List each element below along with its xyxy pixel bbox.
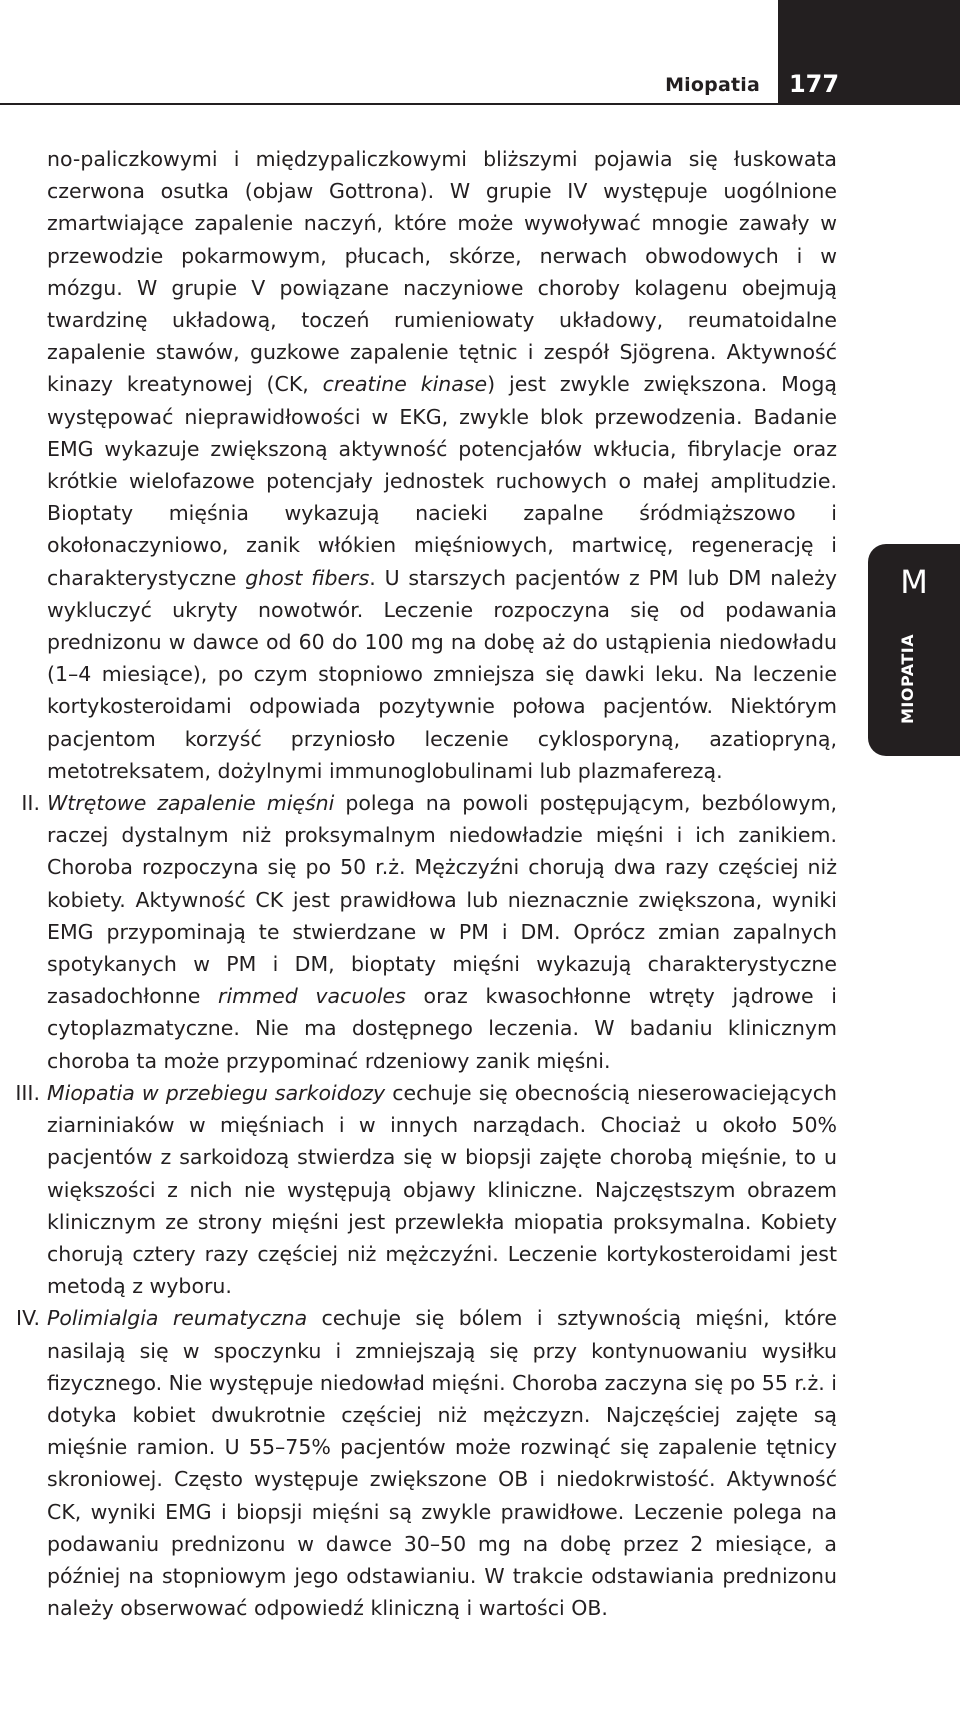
item-term-2: rimmed vacuoles (218, 984, 406, 1009)
intro-italic-2: ghost fibers (245, 565, 370, 590)
item-term: Polimialgia reumatyczna (47, 1306, 308, 1331)
item-text: cechuje się obecnością nieserowaciejących ziarniniaków w mięśniach i w innych narządach. Chociaż u około 50% pacjentów z sarkoidozą stwierdza się w biopsji zajęte chorobą mięśnie, to u większości z nich nie występują objawy kliniczne. Najczęstszym obrazem klinicznym ze strony mięśni jest przewlekła miopatia proksymalna. Kobiety chorują cztery razy częściej niż mężczyźni. Leczenie kortykosteroidami jest metodą z wyboru. (47, 1080, 837, 1299)
item-number: IV. (16, 1306, 40, 1331)
list-item (16, 1302, 837, 1624)
intro-text-3: . U starszych pacjentów z PM lub DM należy wykluczyć ukryty nowotwór. Leczenie rozpoczyna się od podawania prednizonu w dawce od 60 do 100 mg na dobę aż do ustąpienia niedowładu (1–4 miesiące), po czym stopniowo zmniejsza się dawki leku. Na leczenie kortykosteroidami odpowiada pozytywnie połowa pacjentów. Niektórym pacjentom korzyść przyniosło leczenie cyklosporyną, azatiopryną, metotreksatem, dożylnymi immunoglobulinami lub plazmaferezą. (47, 565, 838, 783)
header-rule (0, 103, 778, 105)
item-text: cechuje się bólem i sztywnością mięśni, które nasilają się w spoczynku i zmniejszają się przy kontynuowaniu wysiłku fizycznego. Nie występuje niedowład mięśni. Choroba zaczyna się po 55 r.ż. i dotyka kobiet dwukrotnie częściej niż mężczyzn. Najczęściej zajęte są mięśnie ramion. U 55–75% pacjentów może rozwinąć się zapalenie tętnicy skroniowej. Często występuje zwiększone OB i niedokrwistość. Aktywność CK, wyniki EMG i biopsji mięśni są zwykle prawidłowe. Leczenie polega na podawaniu prednizonu w dawce 30–50 mg na dobę przez 2 miesiące, a później na stopniowym jego odstawianiu. W trakcie odstawiania prednizonu należy obserwować odpowiedź kliniczną i wartości OB. (47, 1306, 837, 1621)
item-number: III. (15, 1080, 40, 1105)
page-number: 177 (788, 70, 840, 98)
page-number-tab (778, 0, 960, 105)
intro-text-2: ) jest zwykle zwiększona. Mogą występować nieprawidłowości w EKG, zwykle blok przewodzenia. Badanie EMG wykazuje zwiększoną aktywność potencjałów wkłucia, fibrylacje oraz krótkie wielofazowe potencjały jednostek ruchowych o małej amplitudzie. Bioptaty mięśnia wykazują nacieki zapalne śródmiąższowo i okołonaczyniowo, zanik włókien mięśniowych, martwicę, regenerację i charakterystyczne (47, 372, 837, 590)
body-text (15, 143, 838, 1624)
item-number: II. (21, 791, 40, 816)
intro-text-1: no-paliczkowymi i międzypaliczkowymi bliższymi pojawia się łuskowata czerwona osutka (objaw Gottrona). W grupie IV występuje uogólnione zmartwiające zapalenie naczyń, które może wywoływać mnogie zawały w przewodzie pokarmowym, płucach, skórze, nerwach obwodowych i w mózgu. W grupie V powiązane naczyniowe choroby kolagenu obejmują twardzinę układową, toczeń rumieniowaty układowy, reumatoidalne zapalenie stawów, guzkowe zapalenie tętnic i zespół Sjögrena. Aktywność kinazy kreatynowej (CK, (47, 147, 837, 397)
chapter-thumb-tab (868, 544, 960, 756)
item-term: Wtrętowe zapalenie mięśni (47, 791, 335, 816)
chapter-label: MIOPATIA (898, 633, 917, 724)
list-item (21, 787, 837, 1077)
intro-paragraph (47, 143, 837, 787)
item-term: Miopatia w przebiegu sarkoidozy (47, 1080, 386, 1105)
item-text: polega na powoli postępującym, bezbólowym, raczej dystalnym niż proksymalnym niedowładzie mięśni i ich zanikiem. Choroba rozpoczyna się po 50 r.ż. Mężczyźni chorują dwa razy częściej niż kobiety. Aktywność CK jest prawidłowa lub nieznacznie zwiększona, wyniki EMG przypominają te stwierdzane w PM i DM. Oprócz zmian zapalnych spotykanych w PM i DM, bioptaty mięśni wykazują charakterystyczne zasadochłonne (47, 791, 837, 1009)
running-header-title: Miopatia (665, 74, 760, 96)
intro-italic-1: creatine kinase (322, 372, 488, 397)
item-text-2: oraz kwasochłonne wtręty jądrowe i cytoplazmatyczne. Nie ma dostępnego leczenia. W badaniu klinicznym choroba ta może przypominać rdzeniowy zanik mięśni. (47, 984, 837, 1073)
list-item (15, 1077, 837, 1302)
chapter-letter: M (900, 563, 928, 601)
